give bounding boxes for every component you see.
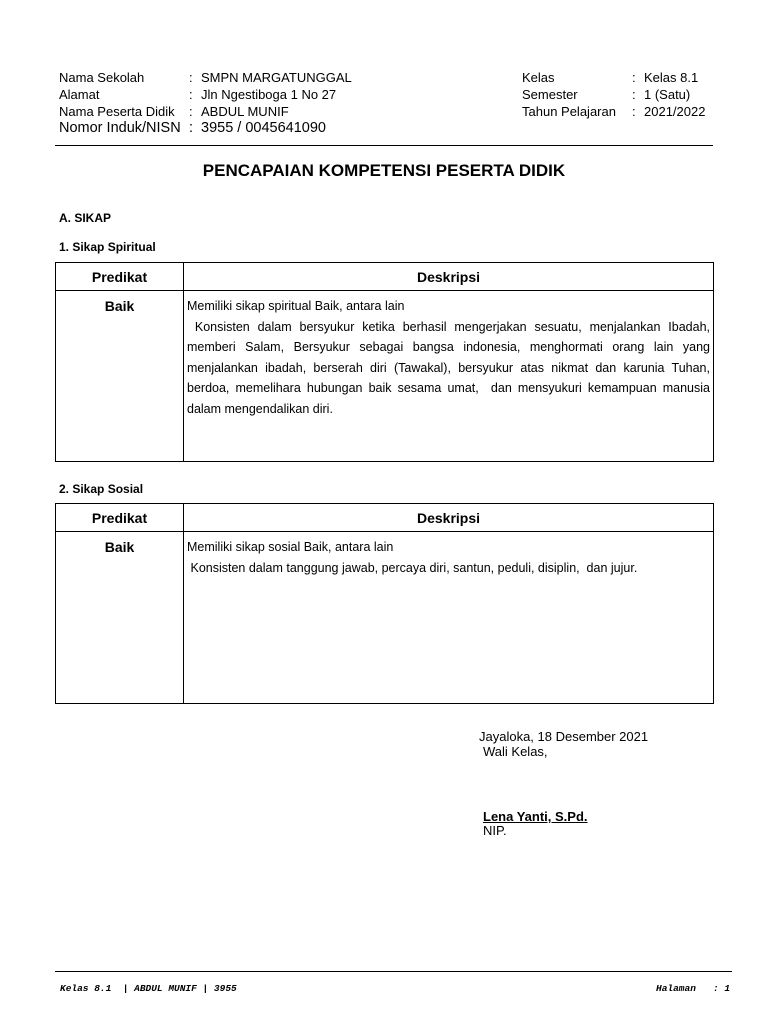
social-detail: Konsisten dalam tanggung jawab, percaya diri, santun, peduli, disiplin, dan jujur.: [187, 560, 638, 575]
homeroom-title: Wali Kelas,: [483, 744, 548, 759]
header-divider: [55, 145, 713, 146]
page-number: Halaman : 1: [656, 983, 731, 994]
separator: :: [632, 87, 636, 102]
nisn-label: Nomor Induk/NISN: [59, 120, 181, 136]
section-heading-sikap: A. SIKAP: [59, 211, 112, 225]
separator: :: [632, 70, 636, 85]
page-title: PENCAPAIAN KOMPETENSI PESERTA DIDIK: [202, 161, 566, 180]
student-name-label: Nama Peserta Didik: [59, 104, 175, 119]
school-name-label: Nama Sekolah: [59, 70, 145, 85]
address-value: Jln Ngestiboga 1 No 27: [201, 87, 337, 102]
school-name-value: SMPN MARGATUNGGAL: [201, 70, 352, 85]
teacher-nip: NIP.: [483, 823, 507, 838]
social-predikat: Baik: [56, 532, 184, 704]
academic-year-label: Tahun Pelajaran: [522, 104, 616, 119]
semester-label: Semester: [522, 87, 578, 102]
academic-year-value: 2021/2022: [644, 104, 706, 119]
social-intro: Memiliki sikap sosial Baik, antara lain: [187, 540, 394, 554]
deskripsi-header: Deskripsi: [184, 504, 714, 532]
nisn-value: 3955 / 0045641090: [201, 120, 326, 136]
separator: :: [189, 104, 193, 119]
footer-divider: [55, 971, 732, 972]
class-value: Kelas 8.1: [644, 70, 699, 85]
spiritual-heading: 1. Sikap Spiritual: [59, 240, 156, 254]
deskripsi-header: Deskripsi: [184, 263, 714, 291]
address-label: Alamat: [59, 87, 100, 102]
separator: :: [189, 120, 194, 136]
social-table: [55, 503, 714, 704]
separator: :: [632, 104, 636, 119]
social-heading: 2. Sikap Sosial: [59, 482, 144, 496]
teacher-name: Lena Yanti, S.Pd.: [483, 809, 588, 824]
student-name-value: ABDUL MUNIF: [201, 104, 289, 119]
separator: :: [189, 87, 193, 102]
social-description: [184, 532, 714, 704]
spiritual-predikat: Baik: [56, 291, 184, 462]
spiritual-description: [184, 291, 714, 462]
spiritual-detail: Konsisten dalam bersyukur ketika berhasil mengerjakan sesuatu, menjalankan Ibadah, memberi Salam, Bersyukur sebagai bangsa indonesia, menghormati orang lain yang menjalankan ibadah, berserah diri (Tawakal), bersyukur atas nikmat dan karunia Tuhan, berdoa, memelihara hubungan baik sesama umat, dan mensyukuri kemampuan manusia dalam mengendalikan diri.: [187, 319, 714, 416]
predikat-header: Predikat: [56, 504, 184, 532]
place-date: Jayaloka, 18 Desember 2021: [479, 729, 649, 744]
predikat-header: Predikat: [56, 263, 184, 291]
footer-info: Kelas 8.1 | ABDUL MUNIF | 3955: [60, 983, 237, 994]
spiritual-table: [55, 262, 714, 462]
separator: :: [189, 70, 193, 85]
spiritual-intro: Memiliki sikap spiritual Baik, antara lain: [187, 299, 405, 313]
class-label: Kelas: [522, 70, 555, 85]
semester-value: 1 (Satu): [644, 87, 691, 102]
